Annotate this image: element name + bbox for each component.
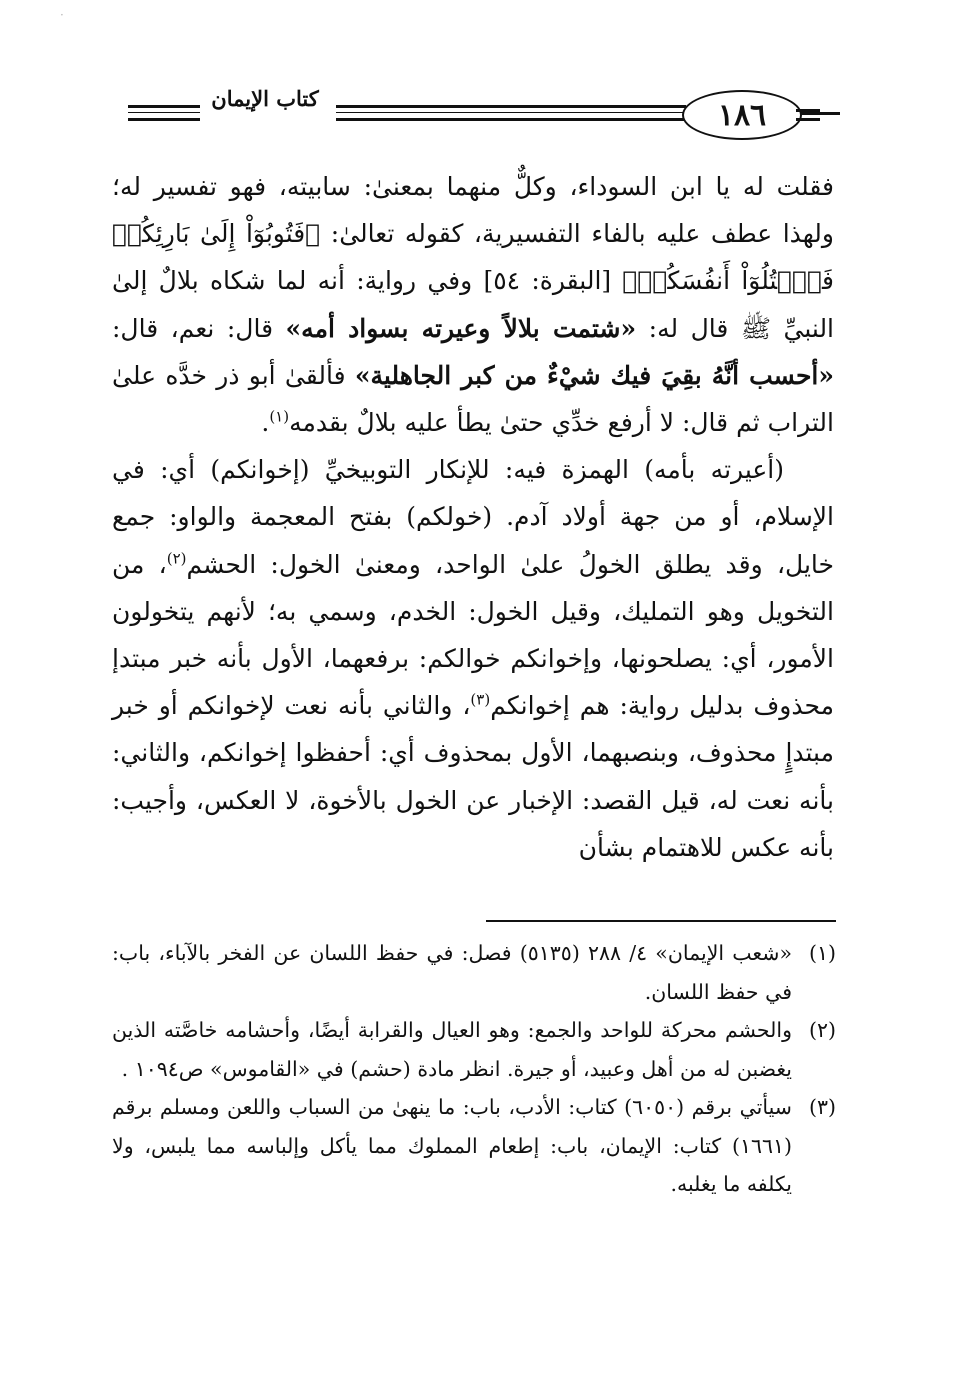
footnote-ref[interactable]: (٣) [470,690,491,709]
footnote-text: سيأتي برقم (٦٠٥٠) كتاب: الأدب، باب: ما ينهىٰ من السباب واللعن ومسلم برقم (١٦٦١) كتاب: الإيمان، باب: إطعام المملوك مما يأكل وإلباسه مما يلبس، ولا يكلفه ما يغلبه. [112,1095,792,1196]
text-run: ، والثاني بأنه نعت لإخوانكم أو خبر مبتدإٍ محذوف، وبنصبهما، الأول بمحذوف أي: أحفظوا إخوانكم، والثاني: بأنه نعت له، قيل القصد: الإخبار عن الخول بالأخوة، لا العكس، وأجيب: بأنه عكس للاهتمام بشأن [112,691,834,862]
header-rule-left [128,105,200,108]
scan-mark: · [60,8,64,22]
header-rule-middle [336,105,686,108]
text-run: فألقىٰ أبو ذر خدَّه علىٰ التراب ثم قال: لا أرفع خدِّي حتىٰ يطأ عليه بلالٌ بقدمه [112,360,834,438]
footnote-text: والحشم محركة للواحد والجمع: وهو العيال والقرابة أيضًا، وأحشامه خاصَّته الذين يغضبن له من أهل وعبيد، أو جيرة. انظر مادة (حشم) في «القاموس» ص١٠٩٤ . [112,1018,792,1081]
header-rule-left-2 [128,118,200,121]
main-text [112,163,834,871]
text-run: (أعيرته بأمه) الهمزة فيه: للإنكار التوبيخيِّ (إخوانكم) أي: في الإسلام، أو من جهة أولاد آدم. (خولكم) بفتح المعجمة والواو: جمع خايل، وقد يطلق الخولُ علىٰ الواحد، ومعنىٰ الخول: الحشم [112,455,834,579]
header-rule-middle-2 [336,118,686,121]
text-run: ، من التخويل وهو التمليك، وقيل الخول: الخدم، وسمي به؛ لأنهم يتخولون الأمور، أي: يصلحونها، وإخوانكم خوالكم: برفعهما، الأول بأنه خبر مبتدإ محذوف بدليل رواية: هم إخوانكم [112,549,834,721]
footnote-text: «شعب الإيمان» ٤/ ٢٨٨ (٥١٣٥) فصل: في حفظ اللسان عن الفخر بالآباء، باب: في حفظ اللسان. [112,941,792,1004]
paragraph-2 [112,446,834,871]
footnote-1 [112,934,836,1011]
footnote-number: (٢) [808,1018,836,1042]
footnote-2 [112,1011,836,1088]
page-number: ١٨٦ [682,90,802,140]
header-rule-middle-thin [336,112,686,113]
footnote-separator [486,920,836,922]
footnote-number: (٣) [808,1095,836,1119]
text-run: قال: نعم، قال: [112,313,286,343]
header-rule-left-thin [128,112,200,113]
footnote-number: (١) [808,941,836,965]
footnotes [112,934,836,1204]
footnote-ref[interactable]: (١) [269,407,290,426]
text-run: . [261,408,270,438]
footnote-ref[interactable]: (٢) [166,549,187,568]
hadith-quote: «أحسب أنَّهُ بقِيَ فيك شيْءٌ من كبر الجاهلية» [354,360,834,390]
hadith-quote: «شتمت بلالاً وعيرته بسواد أمه» [285,313,637,343]
running-title: كتاب الإيمان [211,86,319,111]
paragraph-1 [112,163,834,446]
footnote-3 [112,1088,836,1204]
text-run: فقلت له يا ابن السوداء، وكلٌّ منهما بمعنىٰ: سابيته، فهو تفسير له؛ ولهذا عطف عليه بالفاء التفسيرية، كقوله تعالىٰ: ﴿فَتُوبُوٓاْ إِلَىٰ بَارِئِكُمۡ فَٱقۡتُلُوٓاْ أَنفُسَكُمۡ﴾ [البقرة: ٥٤] وفي رواية: أنه لما شكاه بلالٌ إلىٰ النبيِّ ﷺ قال له: [112,172,835,343]
